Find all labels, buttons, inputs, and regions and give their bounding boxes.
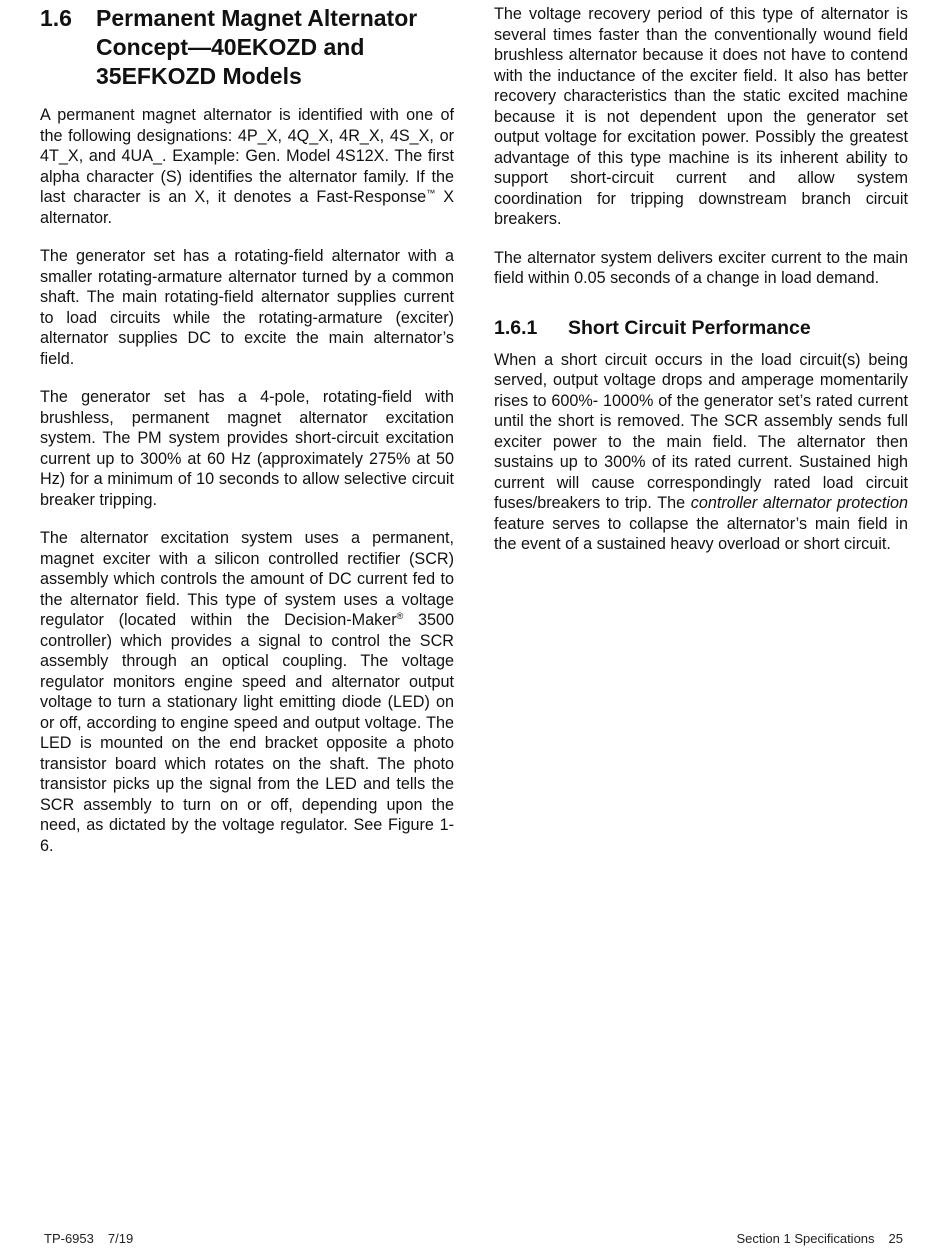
paragraph-text: feature serves to collapse the alternator’s main field in the event of a sustained heavy overload or short circuit.	[494, 514, 908, 553]
paragraph-text: 3500 controller) which provides a signal to control the SCR assembly through an optical coupling. The voltage regulator monitors engine speed and alternator output voltage to turn a stationary light emitting diode (LED) on or off, according to engine speed and output voltage. The LED is mounted on the end bracket opposite a photo transistor board which rotates on the shaft. The photo transistor picks up the signal from the LED and tells the SCR assembly to turn on or off, depending upon the need, as dictated by the voltage regulator. See Figure 1-6.	[40, 611, 454, 855]
paragraph-exciter-current: The alternator system delivers exciter current to the main field within 0.05 seconds of a change in load demand.	[494, 248, 908, 287]
emphasis-text: controller alternator protection	[690, 494, 908, 512]
section-label: Section 1 Specifications	[736, 1231, 875, 1246]
subsection-title: Short Circuit Performance	[568, 316, 811, 339]
right-column	[494, 4, 908, 573]
paragraph-excitation-system	[40, 528, 454, 856]
paragraph-rotating-field: The generator set has a rotating-field alternator with a smaller rotating-armature alternator turned by a common shaft. The main rotating-field alternator supplies current to load circuits while the rotating-armature (exciter) alternator supplies DC to excite the main alternator’s field.	[40, 247, 454, 368]
section-title: Permanent Magnet Alternator Concept—40EKOZD and 35EFKOZD Models	[96, 5, 418, 89]
section-number: 1.6	[40, 5, 72, 31]
paragraph-text: The alternator excitation system uses a permanent, magnet exciter with a silicon controlled rectifier (SCR) assembly which controls the amount of DC current fed to the alternator field. This type of system uses a voltage regulator (located within the Decision-Maker	[40, 529, 454, 629]
left-column	[40, 4, 454, 874]
section-heading	[40, 4, 454, 91]
registered-symbol: ®	[396, 611, 404, 621]
paragraph-voltage-recovery: The voltage recovery period of this type of alternator is several times faster than the conventionally wound field brushless alternator because it does not have to contend with the inductance of the exciter field. It also has better recovery characteristics than the static excited machine because it is not dependent upon the generator set output voltage for excitation power. Possibly the greatest advantage of this type machine is its inherent ability to support short-circuit current and allow system coordination for tripping downstream branch circuit breakers.	[494, 5, 908, 228]
trademark-symbol: ™	[426, 188, 436, 198]
subsection-number: 1.6.1	[494, 316, 538, 339]
paragraph-text: When a short circuit occurs in the load circuit(s) being served, output voltage drops and amperage momentarily rises to 600%- 1000% of the generator set’s rated current until the short is removed. The SCR assembly sends full exciter power to the main field. The alternator then sustains up to 300% of its rated current. Sustained high current will cause correspondingly rated load circuit fuses/breakers to trip. The	[494, 350, 908, 512]
paragraph-text: X alternator.	[40, 188, 454, 227]
paragraph-pm-excitation: The generator set has a 4-pole, rotating-field with brushless, permanent magnet alternator excitation system. The PM system provides short-circuit excitation current up to 300% at 60 Hz (approximately 275% at 50 Hz) for a minimum of 10 seconds to allow selective circuit breaker tripping.	[40, 388, 454, 509]
paragraph-designations	[40, 105, 454, 228]
paragraph-short-circuit	[494, 350, 908, 555]
doc-number: TP-6953	[44, 1231, 94, 1246]
doc-date: 7/19	[107, 1231, 134, 1246]
footer-right	[737, 1231, 904, 1247]
paragraph-text: A permanent magnet alternator is identified with one of the following designations: 4P_X, 4Q_X, 4R_X, 4S_X, or 4T_X, and 4UA_. Example: Gen. Model 4S12X. The first alpha character (S) identifies the alternator family. If the last character is an X, it denotes a Fast-Response	[40, 106, 454, 206]
footer-left	[44, 1231, 133, 1247]
subsection-heading	[494, 316, 908, 340]
page-number: 25	[888, 1231, 903, 1246]
